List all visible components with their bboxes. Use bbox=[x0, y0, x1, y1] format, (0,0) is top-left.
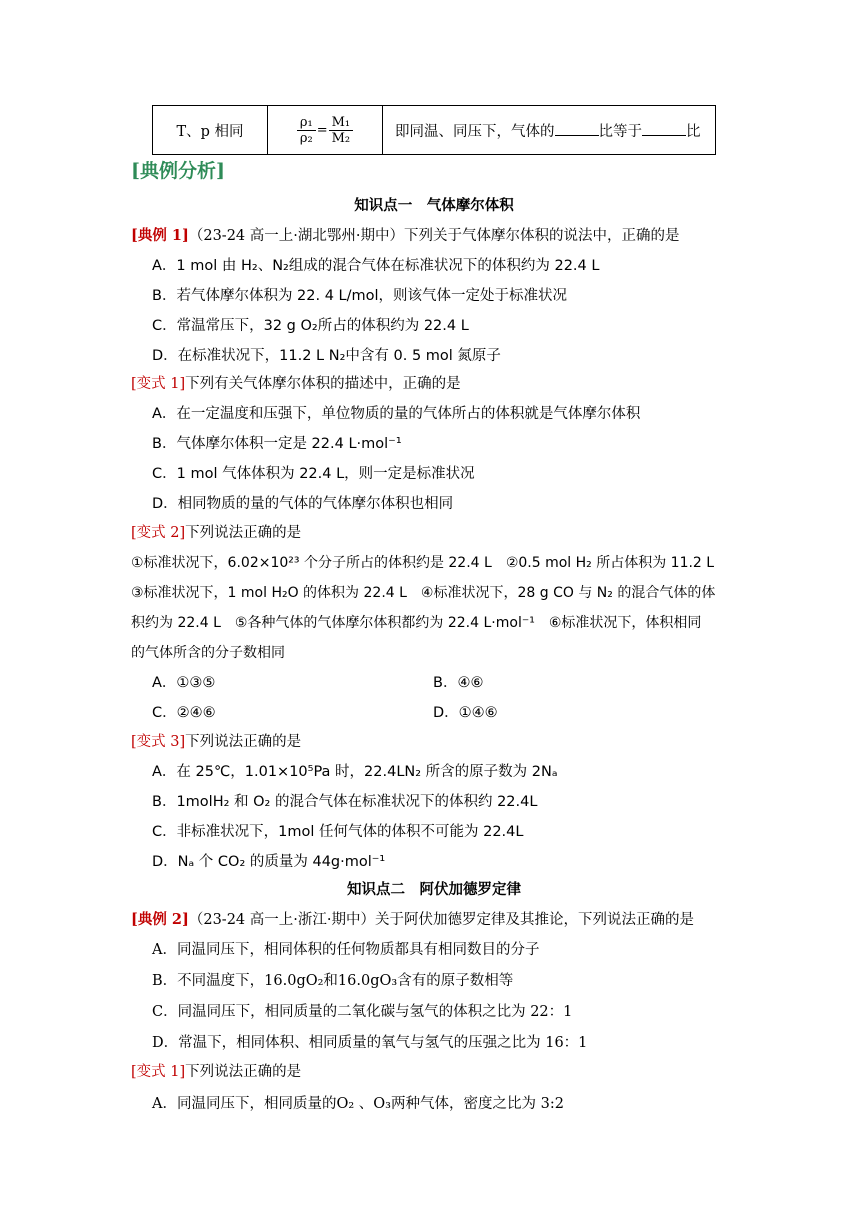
example-2-option-b: B．不同温度下，16.0gO₂和16.0gO₃含有的原子数相等 bbox=[152, 973, 514, 989]
table-cell-explanation bbox=[383, 106, 716, 155]
fill-blank-1[interactable] bbox=[555, 121, 599, 136]
example-1-option-c: C．常温常压下，32 g O₂所占的体积约为 22.4 L bbox=[152, 318, 469, 334]
example-1-question: （23-24 高一上·湖北鄂州·期中）下列关于气体摩尔体积的说法中，正确的是 bbox=[188, 228, 680, 244]
variant-1-tag: [变式 1] bbox=[131, 376, 186, 392]
variant-4-stem bbox=[131, 1062, 301, 1082]
explanation-part-c: 比 bbox=[686, 123, 701, 140]
variant-2-option-c: C．②④⑥ bbox=[152, 705, 216, 721]
variant-3-stem bbox=[131, 732, 301, 752]
variant-4-tag: [变式 1] bbox=[131, 1064, 186, 1080]
variant-3-option-b: B．1molH₂ 和 O₂ 的混合气体在标准状况下的体积约 22.4L bbox=[152, 794, 538, 810]
variant-2-stem bbox=[131, 523, 301, 543]
variant-2-option-d: D．①④⑥ bbox=[433, 705, 498, 721]
example-1-option-d: D．在标准状况下，11.2 L N₂中含有 0. 5 mol 氮原子 bbox=[152, 348, 501, 364]
table-row bbox=[153, 106, 716, 155]
section-heading: [典例分析] bbox=[131, 160, 225, 182]
variant-4-question: 下列说法正确的是 bbox=[185, 1064, 302, 1080]
example-2-tag: [典例 2] bbox=[131, 911, 189, 928]
example-2-option-d: D．常温下，相同体积、相同质量的氧气与氢气的压强之比为 16：1 bbox=[152, 1035, 588, 1051]
table-cell-formula bbox=[268, 106, 383, 155]
variant-3-option-a: A．在 25℃，1.01×10⁵Pa 时，22.4LN₂ 所含的原子数为 2Nₐ bbox=[152, 764, 558, 780]
example-1-option-a: A．1 mol 由 H₂、N₂组成的混合气体在标准状况下的体积约为 22.4 L bbox=[152, 258, 600, 274]
molar-mass-fraction bbox=[329, 115, 354, 146]
variant-2-statement-line-2: ③标准状况下，1 mol H₂O 的体积为 22.4 L ④标准状况下，28 g CO 与 N₂ 的混合气体的体 bbox=[131, 585, 716, 601]
variant-3-option-c: C．非标准状况下，1mol 任何气体的体积不可能为 22.4L bbox=[152, 824, 524, 840]
variant-2-statement-line-4: 的气体所含的分子数相同 bbox=[131, 645, 285, 661]
variant-3-question: 下列说法正确的是 bbox=[185, 734, 302, 750]
variant-4-option-a: A．同温同压下，相同质量的O₂ 、O₃两种气体，密度之比为 3:2 bbox=[152, 1096, 564, 1112]
example-2-option-c: C．同温同压下，相同质量的二氧化碳与氢气的体积之比为 22：1 bbox=[152, 1004, 573, 1020]
m2-text: M₂ bbox=[329, 130, 354, 146]
example-1-tag: [典例 1] bbox=[131, 227, 189, 244]
variant-1-question: 下列有关气体摩尔体积的描述中，正确的是 bbox=[185, 376, 461, 392]
explanation-part-a: 即同温、同压下，气体的 bbox=[395, 123, 555, 140]
variant-1-stem bbox=[131, 374, 461, 394]
variant-1-option-b: B．气体摩尔体积一定是 22.4 L·mol⁻¹ bbox=[152, 436, 402, 452]
variant-1-option-c: C．1 mol 气体体积为 22.4 L，则一定是标准状况 bbox=[152, 466, 475, 482]
condition-text: T、p 相同 bbox=[176, 123, 244, 140]
variant-1-option-d: D．相同物质的量的气体的气体摩尔体积也相同 bbox=[152, 496, 454, 512]
example-2-question: （23-24 高一上·浙江·期中）关于阿伏加德罗定律及其推论，下列说法正确的是 bbox=[188, 912, 694, 928]
example-2-option-a: A．同温同压下，相同体积的任何物质都具有相同数目的分子 bbox=[152, 942, 540, 958]
rho1-text: ρ₁ bbox=[299, 114, 313, 130]
summary-table bbox=[152, 105, 716, 155]
example-1-option-b: B．若气体摩尔体积为 22. 4 L/mol，则该气体一定处于标准状况 bbox=[152, 288, 568, 304]
variant-2-statement-line-1: ①标准状况下，6.02×10²³ 个分子所占的体积约是 22.4 L ②0.5 mol H₂ 所占体积为 11.2 L bbox=[131, 555, 715, 571]
example-2-stem bbox=[131, 910, 694, 930]
variant-2-statement-line-3: 积约为 22.4 L ⑤各种气体的气体摩尔体积都约为 22.4 L·mol⁻¹ ⑥标准状况下，体积相同 bbox=[131, 615, 702, 631]
variant-2-option-b: B．④⑥ bbox=[433, 675, 484, 691]
fill-blank-2[interactable] bbox=[642, 121, 686, 136]
density-fraction bbox=[297, 115, 316, 146]
variant-3-option-d: D．Nₐ 个 CO₂ 的质量为 44g·mol⁻¹ bbox=[152, 854, 386, 870]
equals-sign: = bbox=[316, 122, 328, 138]
variant-2-option-a: A．①③⑤ bbox=[152, 675, 216, 691]
variant-2-tag: [变式 2] bbox=[131, 525, 186, 541]
variant-1-option-a: A．在一定温度和压强下，单位物质的量的气体所占的体积就是气体摩尔体积 bbox=[152, 406, 641, 422]
example-1-stem bbox=[131, 226, 680, 246]
knowledge-point-2-title: 知识点二 阿伏加德罗定律 bbox=[347, 881, 521, 898]
variant-3-tag: [变式 3] bbox=[131, 734, 186, 750]
knowledge-point-1-title: 知识点一 气体摩尔体积 bbox=[354, 197, 514, 214]
table-cell-condition bbox=[153, 106, 268, 155]
variant-2-question: 下列说法正确的是 bbox=[185, 525, 302, 541]
rho2-text: ρ₂ bbox=[297, 130, 316, 146]
m1-text: M₁ bbox=[331, 114, 351, 130]
explanation-part-b: 比等于 bbox=[598, 123, 642, 140]
